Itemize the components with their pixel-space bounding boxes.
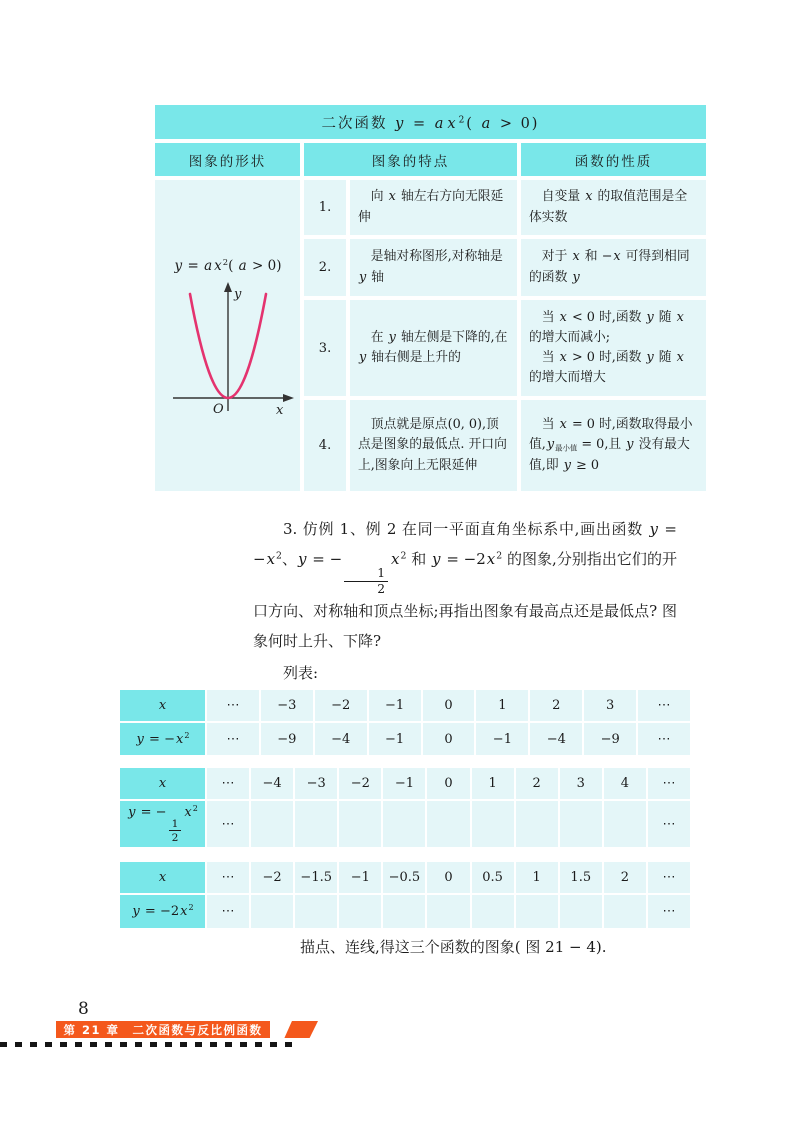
x-row-cell: −1 xyxy=(339,862,381,893)
x-row-cell: −2 xyxy=(315,690,367,721)
y-row-cell: ⋯ xyxy=(207,723,259,755)
y-row-cell xyxy=(383,895,425,928)
x-row-cell: 1.5 xyxy=(560,862,602,893)
x-row xyxy=(120,768,690,799)
x-row-label: x xyxy=(120,690,205,721)
feature-cell: 向 x 轴左右方向无限延伸 xyxy=(350,180,517,235)
y-row-cell xyxy=(339,801,381,847)
x-row-cell: 1 xyxy=(476,690,528,721)
x-row-cell: −1 xyxy=(383,768,425,799)
x-row xyxy=(120,862,690,893)
row-number: 2. xyxy=(304,239,346,296)
feature-cell: 是轴对称图形,对称轴是 y 轴 xyxy=(350,239,517,296)
x-row-cell: −3 xyxy=(261,690,313,721)
y-row xyxy=(120,895,690,928)
x-row-cell: −4 xyxy=(251,768,293,799)
y-row-cell: −4 xyxy=(315,723,367,755)
y-row-cell xyxy=(516,801,558,847)
property-cell: 当 x = 0 时,函数取得最小值$,y_{最小值} = 0$,且 y 没有最大值,即 y ≥ 0 xyxy=(521,400,706,491)
y-row-cell xyxy=(472,895,514,928)
x-row-cell: −3 xyxy=(295,768,337,799)
y-row-cell xyxy=(427,895,469,928)
y-row-cell: ⋯ xyxy=(648,801,690,847)
property-cell: 当 x < 0 时,函数 y 随 x 的增大而减小; 当 x > 0 时,函数 y 随 x 的增大而增大 xyxy=(521,300,706,396)
x-row-cell: 1 xyxy=(516,862,558,893)
y-row-cell xyxy=(339,895,381,928)
x-row-cell: 0 xyxy=(427,862,469,893)
closing-sentence: 描点、连线,得这三个函数的图象( 图 21 − 4). xyxy=(300,938,607,956)
x-row-cell: −1.5 xyxy=(295,862,337,893)
x-row-cell: ⋯ xyxy=(648,768,690,799)
y-row-cell: ⋯ xyxy=(638,723,690,755)
y-row-cell: −1 xyxy=(369,723,421,755)
y-axis-label: y xyxy=(233,287,241,302)
x-row-cell: ⋯ xyxy=(648,862,690,893)
value-table-neg-2x-squared xyxy=(120,862,690,930)
x-row-cell: 0.5 xyxy=(472,862,514,893)
table-title: 二次函数 y = a $x^2$( a > 0) xyxy=(155,105,706,139)
x-row-cell: 1 xyxy=(472,768,514,799)
problem-3-text: 3. 仿例 1、例 2 在同一平面直角坐标系中,画出函数 $y = -x^2$、y = − $\frac{1}{2}$ $x^2$ 和 $y = -2x^2$ 的图象,分别指出它们的开口方向、对称轴和顶点坐标;再指出图象有最高点还是最低点? 图象何时上升、下降? xyxy=(253,520,677,650)
x-row-cell: −2 xyxy=(251,862,293,893)
y-row-cell xyxy=(604,801,646,847)
row-number: 1. xyxy=(304,180,346,235)
row-number: 3. xyxy=(304,300,346,396)
y-row-cell xyxy=(604,895,646,928)
column-header-shape: 图象的形状 xyxy=(155,143,300,176)
y-row-cell: ⋯ xyxy=(207,801,249,847)
chapter-banner-tail xyxy=(276,1021,318,1038)
column-header-properties: 函数的性质 xyxy=(521,143,706,176)
x-row-cell: 0 xyxy=(427,768,469,799)
x-row xyxy=(120,690,690,721)
parabola-formula: y = a $x^2$( a > 0) xyxy=(174,256,282,274)
shape-cell xyxy=(155,180,300,491)
x-row-cell: −1 xyxy=(369,690,421,721)
y-row-cell: −9 xyxy=(261,723,313,755)
y-row-label: $y = -x^2$ xyxy=(120,723,205,755)
x-row-cell: 2 xyxy=(604,862,646,893)
problem-3 xyxy=(253,514,677,683)
list-label: 列表: xyxy=(283,663,319,682)
y-row-cell: −4 xyxy=(530,723,582,755)
parabola-graph xyxy=(158,278,298,428)
margin-dashed-line xyxy=(0,1042,292,1047)
y-row-cell xyxy=(560,801,602,847)
feature-cell: 顶点就是原点(0, 0),顶点是图象的最低点. 开口向上,图象向上无限延伸 xyxy=(350,400,517,491)
x-row-cell: ⋯ xyxy=(207,862,249,893)
origin-label: O xyxy=(212,402,224,417)
table-header-row xyxy=(155,143,706,176)
y-row-cell xyxy=(251,801,293,847)
y-row-cell xyxy=(251,895,293,928)
quadratic-properties-table xyxy=(155,105,706,491)
y-row-cell xyxy=(383,801,425,847)
y-row-cell xyxy=(427,801,469,847)
value-table-neg-x-squared xyxy=(120,690,690,757)
table-body xyxy=(155,180,706,491)
y-row-cell xyxy=(295,895,337,928)
feature-cell: 在 y 轴左侧是下降的,在 y 轴右侧是上升的 xyxy=(350,300,517,396)
y-row-cell xyxy=(516,895,558,928)
x-row-cell: −2 xyxy=(339,768,381,799)
y-row-cell: ⋯ xyxy=(207,895,249,928)
x-row-label: x xyxy=(120,862,205,893)
x-row-cell: 3 xyxy=(560,768,602,799)
y-row-cell: −9 xyxy=(584,723,636,755)
y-row xyxy=(120,801,690,847)
row-number: 4. xyxy=(304,400,346,491)
page-number: 8 xyxy=(78,999,89,1019)
column-header-features: 图象的特点 xyxy=(304,143,517,176)
y-row-label: y = − $\frac{1}{2}$ $x^2$ xyxy=(120,801,205,847)
y-row-cell xyxy=(295,801,337,847)
chapter-banner: 第 21 章 二次函数与反比例函数 xyxy=(56,1021,270,1038)
y-row xyxy=(120,723,690,755)
x-row-cell: ⋯ xyxy=(207,690,259,721)
x-row-cell: 2 xyxy=(530,690,582,721)
x-row-cell: ⋯ xyxy=(638,690,690,721)
x-row-label: x xyxy=(120,768,205,799)
y-row-cell xyxy=(472,801,514,847)
x-row-cell: 4 xyxy=(604,768,646,799)
y-row-cell: ⋯ xyxy=(648,895,690,928)
y-row-cell: −1 xyxy=(476,723,528,755)
x-axis-label: x xyxy=(275,403,283,418)
y-row-label: $y = -2x^2$ xyxy=(120,895,205,928)
y-row-cell xyxy=(560,895,602,928)
y-row-cell: 0 xyxy=(423,723,475,755)
property-cell: 自变量 x 的取值范围是全体实数 xyxy=(521,180,706,235)
x-row-cell: ⋯ xyxy=(207,768,249,799)
x-row-cell: 3 xyxy=(584,690,636,721)
x-row-cell: −0.5 xyxy=(383,862,425,893)
x-row-cell: 0 xyxy=(423,690,475,721)
property-cell: 对于 x 和 −x 可得到相同的函数 y xyxy=(521,239,706,296)
x-row-cell: 2 xyxy=(516,768,558,799)
value-table-neg-half-x-squared xyxy=(120,768,690,849)
